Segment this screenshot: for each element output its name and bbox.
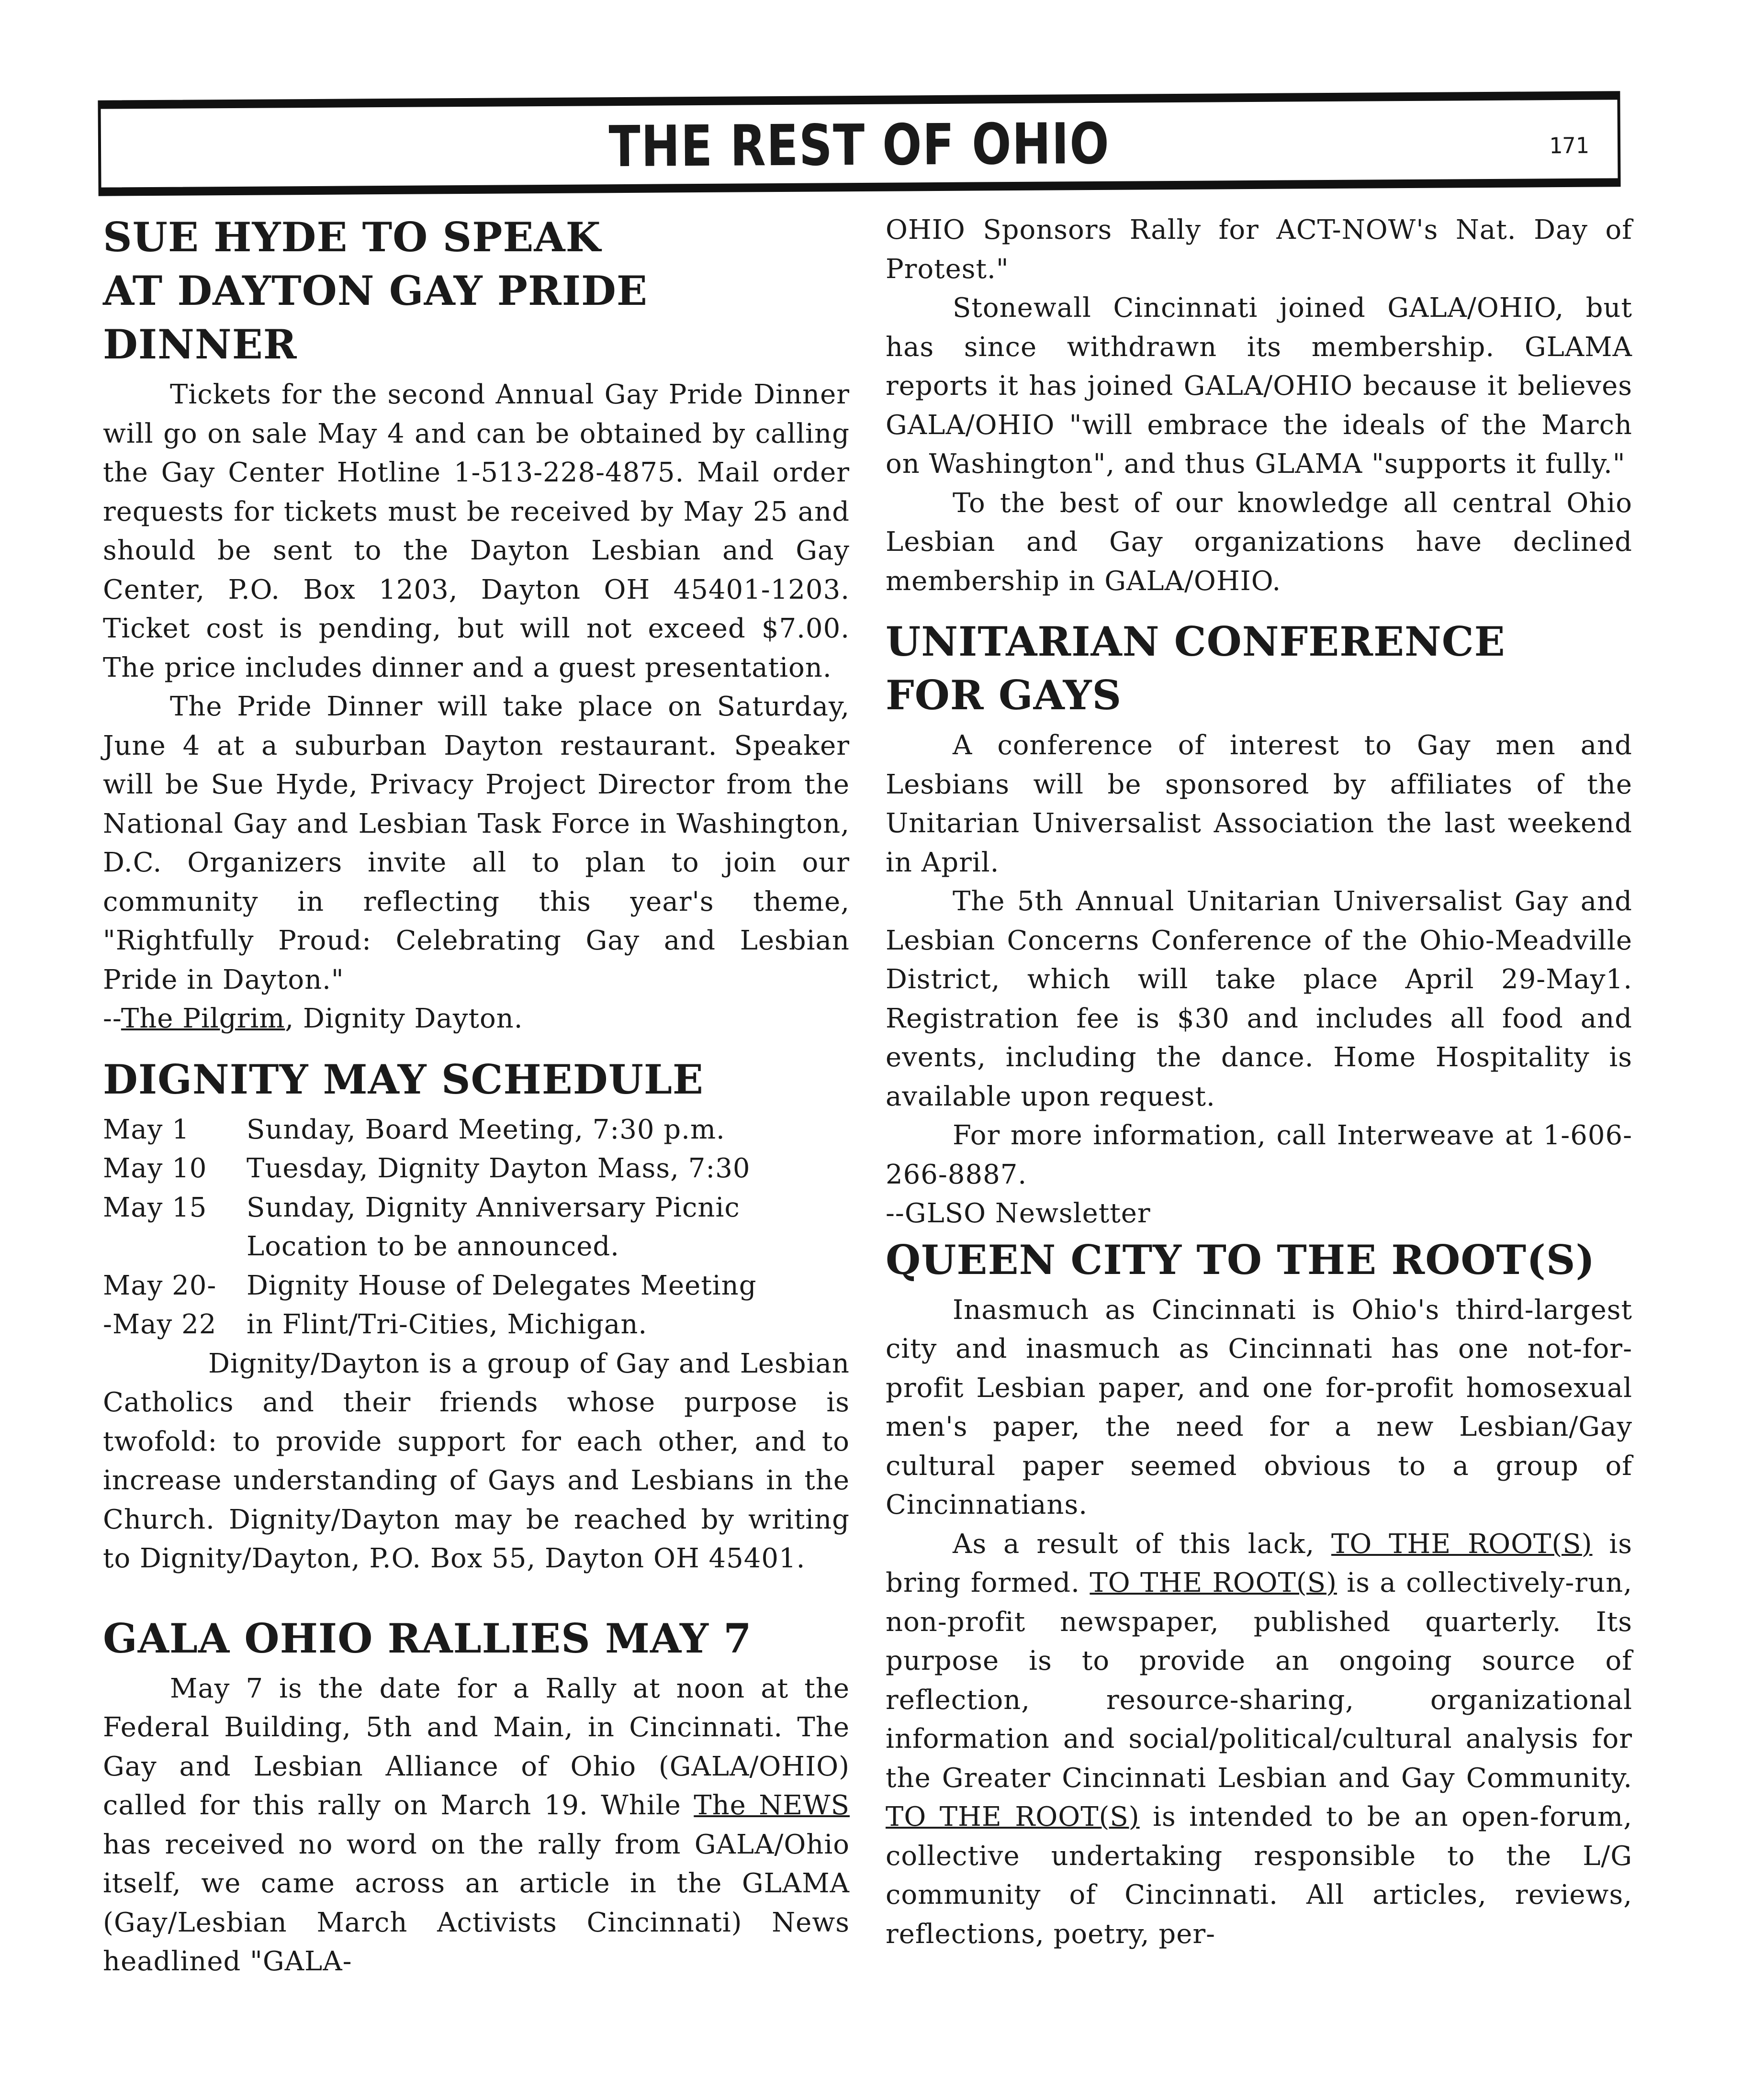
left-column — [103, 211, 850, 1981]
article-paragraph: Inasmuch as Cincinnati is Ohio's third-largest city and inasmuch as Cincinnati has one not-for-profit Lesbian paper, and one for-profit homosexual men's paper, the need for a new Lesbian/Gay cultural paper seemed obvious to a group of Cincinnatians. — [886, 1294, 1632, 1520]
schedule-row — [103, 1305, 850, 1344]
schedule-text: Dignity House of Delegates Meeting — [247, 1270, 757, 1301]
schedule-row — [103, 1110, 850, 1150]
source-prefix: -- — [103, 1003, 121, 1034]
article-headline: DIGNITY MAY SCHEDULE — [103, 1055, 704, 1103]
headline-line: SUE HYDE TO SPEAK — [103, 213, 601, 261]
article-paragraph: Stonewall Cincinnati joined GALA/OHIO, but has since withdrawn its membership. GLAMA reports it has joined GALA/OHIO because it believes GALA/OHIO "will embrace the ideals of the March on Washington", and thus GLAMA "supports it fully." — [886, 292, 1632, 480]
article-paragraph: A conference of interest to Gay men and Lesbians will be sponsored by affiliates of the Unitarian Universalist Association the last weekend in April. — [886, 730, 1632, 878]
article-paragraph: Dignity/Dayton is a group of Gay and Lesbian Catholics and their friends whose purpose is twofold: to provide support for each other, and to increase understanding of Gays and Lesbians in the Church. Dignity/Dayton may be reached by writing to Dignity/Dayton, P.O. Box 55, Dayton OH 45401. — [103, 1348, 850, 1574]
schedule-date: May 10 — [103, 1153, 207, 1184]
schedule-date — [103, 1227, 247, 1266]
right-column — [886, 211, 1632, 1954]
article-headline: QUEEN CITY TO THE ROOT(S) — [886, 1236, 1596, 1284]
article-paragraph: To the best of our knowledge all central Ohio Lesbian and Gay organizations have declined membership in GALA/OHIO. — [886, 487, 1632, 597]
schedule-list — [103, 1110, 850, 1344]
publication-title: TO THE ROOT(S) — [886, 1801, 1140, 1832]
article-gala-ohio — [103, 1612, 850, 1981]
schedule-text: Sunday, Board Meeting, 7:30 p.m. — [247, 1114, 725, 1145]
article-paragraph — [886, 1525, 1632, 1954]
article-sue-hyde — [103, 211, 850, 1039]
text-run: is bring formed. — [886, 1528, 1633, 1598]
article-paragraph: OHIO Sponsors Rally for ACT-NOW's Nat. Day of Protest." — [886, 214, 1632, 285]
article-paragraph: For more information, call Interweave at 1-606-266-8887. — [886, 1120, 1632, 1190]
text-run: May 7 is the date for a Rally at noon at the Federal Building, 5th and Main, in Cincinnati. The Gay and Lesbian Alliance of Ohio (GALA/OHIO) called for this rally on March 19. While — [103, 1673, 850, 1821]
schedule-text: Location to be announced. — [247, 1231, 619, 1262]
source-suffix: , Dignity Dayton. — [285, 1003, 523, 1034]
schedule-row — [103, 1227, 850, 1266]
text-run: is intended to be an open-forum, collective undertaking responsible to the L/G community of Cincinnati. All articles, reviews, reflections, poetry, per- — [886, 1801, 1632, 1950]
publication-title: TO THE ROOT(S) — [1331, 1528, 1593, 1560]
schedule-row — [103, 1188, 850, 1228]
article-unitarian-conference — [886, 615, 1632, 1233]
schedule-text: in Flint/Tri-Cities, Michigan. — [247, 1309, 648, 1340]
article-dignity-schedule — [103, 1053, 850, 1578]
headline-line: FOR GAYS — [886, 671, 1122, 719]
schedule-row — [103, 1266, 850, 1306]
article-headline: GALA OHIO RALLIES MAY 7 — [103, 1614, 752, 1662]
schedule-row — [103, 1149, 850, 1188]
page-number: 171 — [1549, 132, 1589, 159]
publication-title: The NEWS — [694, 1790, 850, 1821]
schedule-text: Tuesday, Dignity Dayton Mass, 7:30 — [247, 1153, 751, 1184]
article-source: --GLSO Newsletter — [886, 1198, 1151, 1229]
headline-line: AT DAYTON GAY PRIDE DINNER — [103, 267, 648, 368]
page-title: THE REST OF OHIO — [608, 110, 1110, 180]
headline-line: UNITARIAN CONFERENCE — [886, 618, 1506, 665]
schedule-date: May 1 — [103, 1114, 190, 1145]
article-paragraph: The Pride Dinner will take place on Saturday, June 4 at a suburban Dayton restaurant. Speaker will be Sue Hyde, Privacy Project Director from the National Gay and Lesbian Task Force in Washington, D.C. Organizers invite all to plan to join our community in reflecting this year's theme, "Rightfully Proud: Celebrating Gay and Lesbian Pride in Dayton." — [103, 691, 850, 995]
text-run: As a result of this lack, — [953, 1528, 1331, 1560]
schedule-date: -May 22 — [103, 1309, 217, 1340]
article-headline — [886, 615, 1632, 722]
article-queen-city — [886, 1233, 1632, 1954]
schedule-date: May 15 — [103, 1192, 207, 1223]
article-paragraph: The 5th Annual Unitarian Universalist Gay and Lesbian Concerns Conference of the Ohio-Meadville District, which will take place April 29-May1. Registration fee is $30 and includes all food and events, including the dance. Home Hospitality is available upon request. — [886, 886, 1632, 1112]
text-run: has received no word on the rally from GALA/Ohio itself, we came across an article in the GLAMA (Gay/Lesbian March Activists Cincinnati) News headlined "GALA- — [103, 1829, 850, 1977]
masthead-box — [98, 91, 1620, 196]
article-paragraph: Tickets for the second Annual Gay Pride Dinner will go on sale May 4 and can be obtained by calling the Gay Center Hotline 1-513-228-4875. Mail order requests for tickets must be received by May 25 and should be sent to the Dayton Lesbian and Gay Center, P.O. Box 1203, Dayton OH 45401-1203. Ticket cost is pending, but will not exceed $7.00. The price includes dinner and a guest presentation. — [103, 379, 850, 683]
article-headline — [103, 211, 850, 371]
article-gala-ohio-continued — [886, 211, 1632, 601]
article-source — [103, 999, 850, 1039]
publication-title: TO THE ROOT(S) — [1090, 1567, 1337, 1598]
text-run: is a collectively-run, non-profit newspaper, published quarterly. Its purpose is to provide an ongoing source of reflection, resource-sharing, organizational information and social/political/cultural analysis for the Greater Cincinnati Lesbian and Gay Community. — [886, 1567, 1633, 1794]
article-paragraph — [103, 1669, 850, 1981]
source-title: The Pilgrim — [121, 1003, 285, 1034]
schedule-date: May 20- — [103, 1270, 217, 1301]
schedule-text: Sunday, Dignity Anniversary Picnic — [247, 1192, 740, 1223]
